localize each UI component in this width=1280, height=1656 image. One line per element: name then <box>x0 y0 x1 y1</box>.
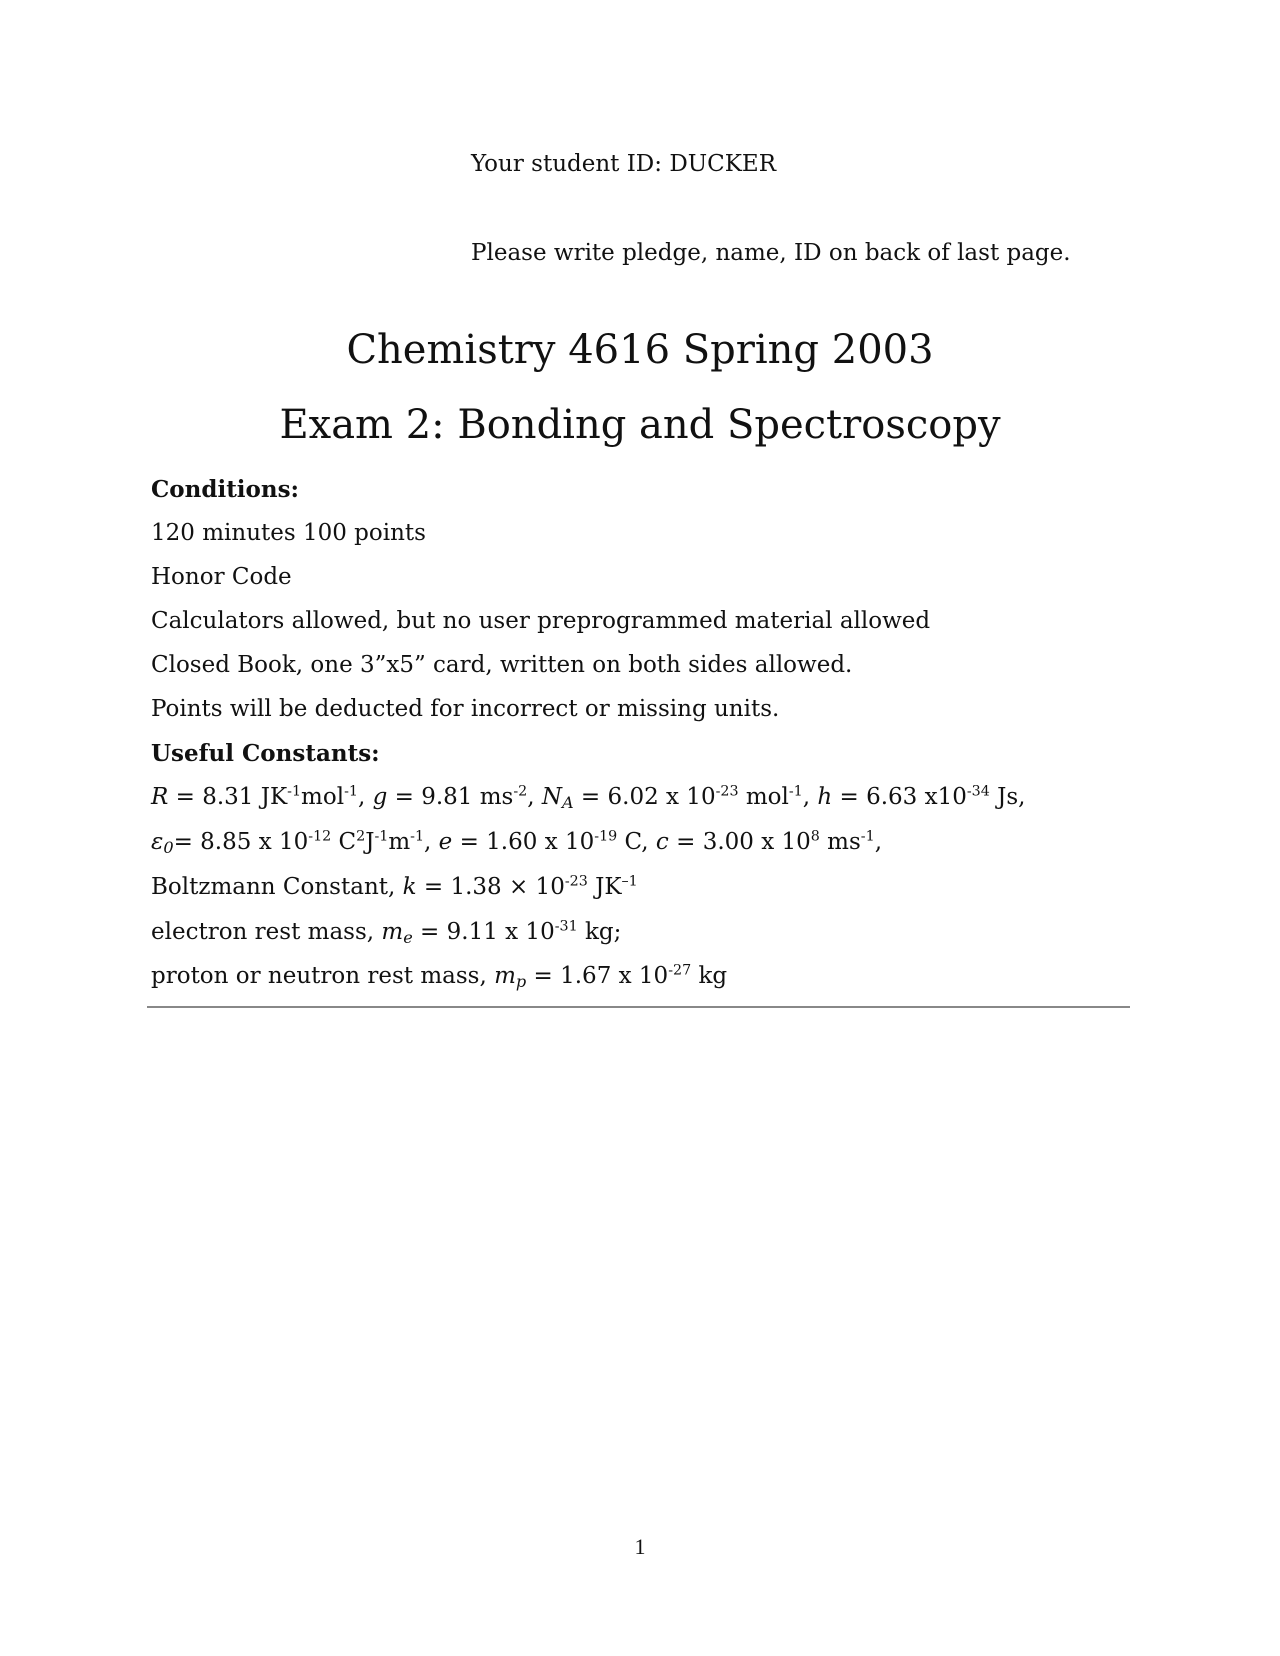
constants-line-2 <box>151 828 882 858</box>
permittivity-constant: $\varepsilon_0= 8.85$ x $10^{-12}$ $C^2J^{-1}m^{-1}$, <box>151 828 432 858</box>
boltzmann-constant: Boltzmann Constant, $k = 1.38 \times 10^{-23}$ $JK^{-1}$ <box>151 873 638 900</box>
student-id-line <box>471 151 776 177</box>
constants-heading: Useful Constants: <box>151 740 380 767</box>
conditions-heading: Conditions: <box>151 476 300 503</box>
course-title: Chemistry 4616 Spring 2003 <box>346 327 934 373</box>
gas-constant: R = 8.31 $JK^{-1}mol^{-1}$, <box>151 783 366 810</box>
exam-title: Exam 2: Bonding and Spectroscopy <box>279 402 1001 448</box>
elementary-charge: e = 1.60 x $10^{-19}$ C, <box>438 828 649 855</box>
horizontal-divider <box>147 1006 1130 1008</box>
condition-item: Closed Book, one 3”x5” card, written on both sides allowed. <box>151 652 853 678</box>
gravity-constant: g = 9.81 $ms^{-2}$, <box>372 783 535 810</box>
avogadro-constant: $N_A = 6.02$ x $10^{-23}$ mol$^{-1}$, <box>541 783 811 813</box>
student-id-value: DUCKER <box>669 151 777 177</box>
condition-item: 120 minutes 100 points <box>151 520 426 546</box>
pledge-instruction: Please write pledge, name, ID on back of last page. <box>471 240 1071 266</box>
speed-of-light: c = 3.00 x $10^8$ $ms^{-1}$, <box>655 828 882 855</box>
condition-item: Points will be deducted for incorrect or missing units. <box>151 696 780 722</box>
page-number: 1 <box>634 1534 646 1559</box>
proton-mass: proton or neutron rest mass, $m_p = 1.67$ x $10^{-27}$ kg <box>151 962 728 992</box>
condition-item: Honor Code <box>151 564 292 590</box>
condition-item: Calculators allowed, but no user preprogrammed material allowed <box>151 608 931 634</box>
electron-mass: electron rest mass, $m_e = 9.11$ x $10^{-31}$ kg; <box>151 918 622 948</box>
constants-line-1 <box>151 783 1026 813</box>
student-id-label: Your student ID: <box>471 151 662 177</box>
planck-constant: h = 6.63 $x10^{-34}$ Js, <box>817 783 1026 810</box>
